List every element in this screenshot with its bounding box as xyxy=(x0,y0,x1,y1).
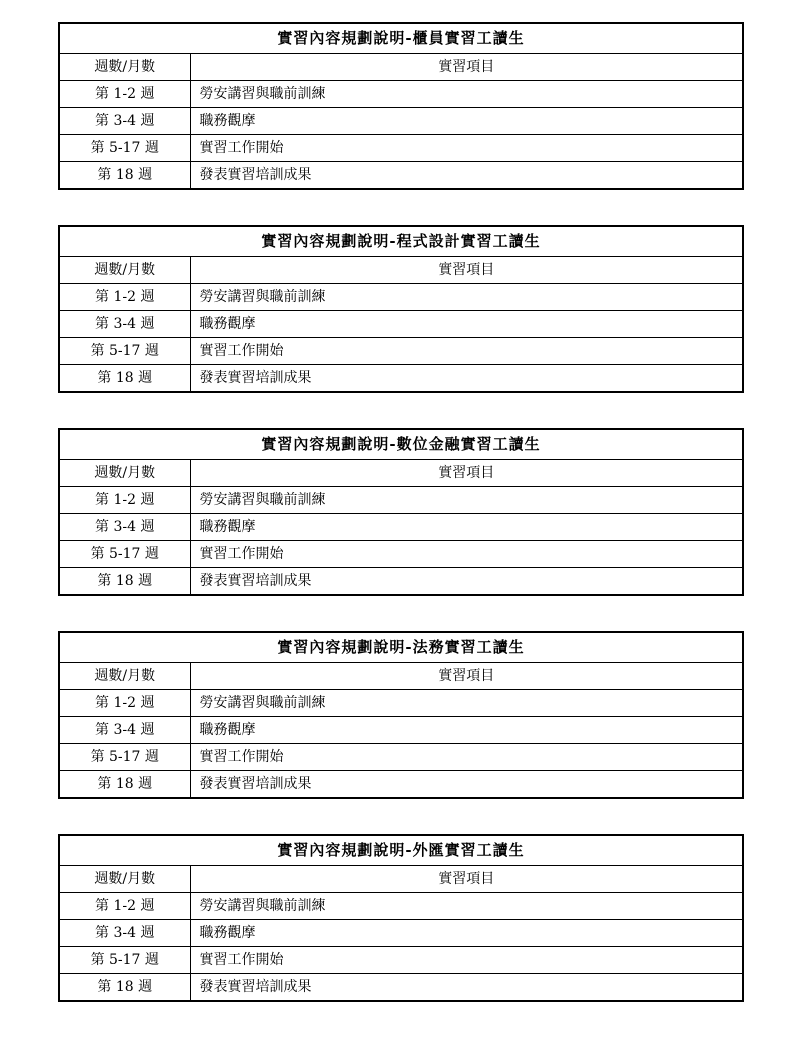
week-cell: 第 5-17 週 xyxy=(59,135,190,162)
table-title-row xyxy=(59,429,743,460)
table-row xyxy=(59,338,743,365)
column-header-item: 實習項目 xyxy=(190,257,743,284)
table-title-row xyxy=(59,835,743,866)
week-cell: 第 5-17 週 xyxy=(59,744,190,771)
internship-plan-table xyxy=(58,834,744,1002)
table-row xyxy=(59,947,743,974)
week-cell: 第 3-4 週 xyxy=(59,920,190,947)
column-header-item: 實習項目 xyxy=(190,663,743,690)
item-cell: 職務觀摩 xyxy=(190,514,743,541)
column-header-week: 週數/月數 xyxy=(59,257,190,284)
internship-plan-table xyxy=(58,631,744,799)
item-cell: 勞安講習與職前訓練 xyxy=(190,893,743,920)
column-header-item: 實習項目 xyxy=(190,460,743,487)
table-header-row xyxy=(59,866,743,893)
item-cell: 實習工作開始 xyxy=(190,541,743,568)
item-cell: 職務觀摩 xyxy=(190,717,743,744)
column-header-week: 週數/月數 xyxy=(59,663,190,690)
table-row xyxy=(59,920,743,947)
table-header-row xyxy=(59,460,743,487)
week-cell: 第 18 週 xyxy=(59,162,190,190)
item-cell: 職務觀摩 xyxy=(190,108,743,135)
item-cell: 勞安講習與職前訓練 xyxy=(190,284,743,311)
table-row xyxy=(59,744,743,771)
item-cell: 實習工作開始 xyxy=(190,338,743,365)
item-cell: 勞安講習與職前訓練 xyxy=(190,690,743,717)
table-row xyxy=(59,514,743,541)
table-row xyxy=(59,974,743,1002)
week-cell: 第 18 週 xyxy=(59,974,190,1002)
item-cell: 發表實習培訓成果 xyxy=(190,568,743,596)
table-row xyxy=(59,717,743,744)
table-row xyxy=(59,893,743,920)
table-row xyxy=(59,162,743,190)
table-title: 實習內容規劃說明-法務實習工讀生 xyxy=(59,632,743,663)
table-row xyxy=(59,108,743,135)
week-cell: 第 18 週 xyxy=(59,365,190,393)
week-cell: 第 5-17 週 xyxy=(59,338,190,365)
week-cell: 第 1-2 週 xyxy=(59,893,190,920)
internship-plan-table xyxy=(58,225,744,393)
item-cell: 實習工作開始 xyxy=(190,744,743,771)
table-header-row xyxy=(59,257,743,284)
internship-plan-table xyxy=(58,22,744,190)
table-title: 實習內容規劃說明-程式設計實習工讀生 xyxy=(59,226,743,257)
table-title: 實習內容規劃說明-櫃員實習工讀生 xyxy=(59,23,743,54)
week-cell: 第 1-2 週 xyxy=(59,81,190,108)
column-header-item: 實習項目 xyxy=(190,54,743,81)
week-cell: 第 3-4 週 xyxy=(59,108,190,135)
column-header-week: 週數/月數 xyxy=(59,54,190,81)
table-row xyxy=(59,135,743,162)
internship-plan-table xyxy=(58,428,744,596)
week-cell: 第 5-17 週 xyxy=(59,947,190,974)
table-row xyxy=(59,771,743,799)
table-row xyxy=(59,365,743,393)
week-cell: 第 3-4 週 xyxy=(59,717,190,744)
week-cell: 第 1-2 週 xyxy=(59,284,190,311)
column-header-item: 實習項目 xyxy=(190,866,743,893)
table-title: 實習內容規劃說明-數位金融實習工讀生 xyxy=(59,429,743,460)
item-cell: 勞安講習與職前訓練 xyxy=(190,487,743,514)
week-cell: 第 18 週 xyxy=(59,568,190,596)
week-cell: 第 5-17 週 xyxy=(59,541,190,568)
table-row xyxy=(59,487,743,514)
item-cell: 發表實習培訓成果 xyxy=(190,162,743,190)
item-cell: 實習工作開始 xyxy=(190,947,743,974)
item-cell: 勞安講習與職前訓練 xyxy=(190,81,743,108)
table-title: 實習內容規劃說明-外匯實習工讀生 xyxy=(59,835,743,866)
week-cell: 第 3-4 週 xyxy=(59,514,190,541)
table-title-row xyxy=(59,226,743,257)
week-cell: 第 18 週 xyxy=(59,771,190,799)
table-row xyxy=(59,568,743,596)
table-title-row xyxy=(59,632,743,663)
table-row xyxy=(59,311,743,338)
column-header-week: 週數/月數 xyxy=(59,866,190,893)
week-cell: 第 3-4 週 xyxy=(59,311,190,338)
table-header-row xyxy=(59,54,743,81)
internship-plan-tables xyxy=(58,22,742,1037)
table-row xyxy=(59,284,743,311)
week-cell: 第 1-2 週 xyxy=(59,690,190,717)
item-cell: 發表實習培訓成果 xyxy=(190,974,743,1002)
table-row xyxy=(59,690,743,717)
table-title-row xyxy=(59,23,743,54)
item-cell: 實習工作開始 xyxy=(190,135,743,162)
column-header-week: 週數/月數 xyxy=(59,460,190,487)
item-cell: 發表實習培訓成果 xyxy=(190,365,743,393)
item-cell: 職務觀摩 xyxy=(190,920,743,947)
week-cell: 第 1-2 週 xyxy=(59,487,190,514)
table-row xyxy=(59,541,743,568)
item-cell: 發表實習培訓成果 xyxy=(190,771,743,799)
table-header-row xyxy=(59,663,743,690)
table-row xyxy=(59,81,743,108)
item-cell: 職務觀摩 xyxy=(190,311,743,338)
